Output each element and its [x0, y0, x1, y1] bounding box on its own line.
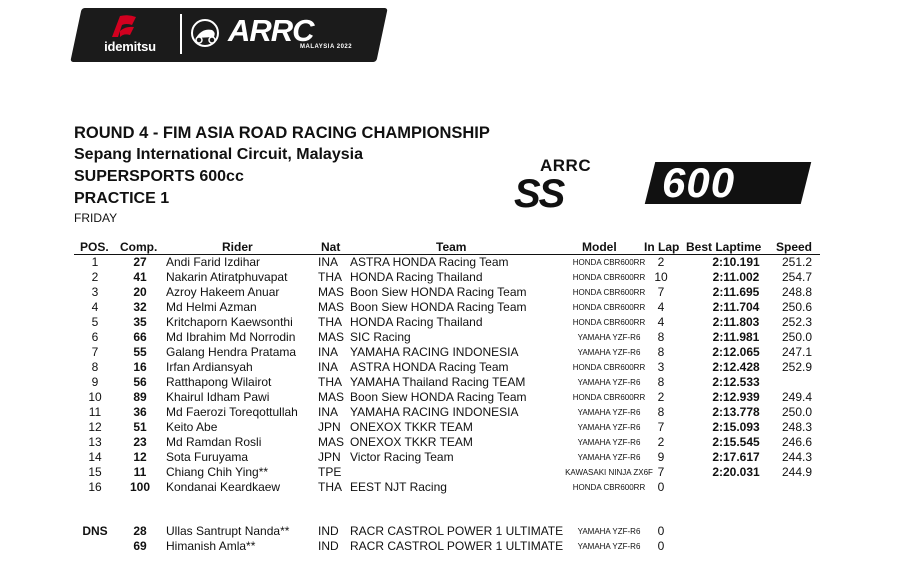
- cell-speed: 247.1: [781, 345, 812, 359]
- cell-speed: 251.2: [781, 255, 812, 269]
- cell-nat: IND: [318, 524, 339, 538]
- cell-inlap: 3: [657, 360, 665, 374]
- cell-nat: INA: [318, 345, 339, 359]
- cell-team: Boon Siew HONDA Racing Team: [350, 285, 527, 299]
- cell-inlap: 9: [657, 450, 665, 464]
- cell-pos: 6: [91, 330, 99, 344]
- cell-comp: 16: [133, 360, 147, 374]
- col-rider: Rider: [222, 240, 253, 254]
- cell-comp: 35: [133, 315, 147, 329]
- idemitsu-flame-icon: [106, 13, 140, 39]
- cell-best: 2:11.803: [712, 315, 760, 329]
- cell-nat: MAS: [318, 300, 345, 314]
- ss600-number-text: 600: [662, 159, 736, 206]
- table-row: [74, 360, 820, 375]
- cell-inlap: 2: [657, 390, 665, 404]
- cell-model: HONDA CBR600RR: [572, 258, 646, 267]
- cell-nat: IND: [318, 539, 339, 553]
- cell-pos: 4: [91, 300, 99, 314]
- cell-rider: Kritchaporn Kaewsonthi: [166, 315, 293, 329]
- cell-team: ONEXOX TKKR TEAM: [350, 420, 473, 434]
- cell-model: YAMAHA YZF-R6: [577, 348, 641, 357]
- cell-nat: INA: [318, 255, 339, 269]
- dns-row: [74, 539, 820, 554]
- cell-nat: THA: [318, 315, 342, 329]
- cell-rider: Md Faerozi Toreqottullah: [166, 405, 298, 419]
- cell-speed: 246.6: [781, 435, 812, 449]
- cell-team: ASTRA HONDA Racing Team: [350, 360, 509, 374]
- col-team: Team: [436, 240, 467, 254]
- cell-inlap: 7: [657, 465, 665, 479]
- cell-rider: Irfan Ardiansyah: [166, 360, 253, 374]
- cell-best: 2:11.704: [712, 300, 760, 314]
- cell-best: 2:13.778: [712, 405, 760, 419]
- cell-comp: 12: [133, 450, 147, 464]
- dns-row: [74, 524, 820, 539]
- table-row: [74, 375, 820, 390]
- cell-best: 2:17.617: [712, 450, 760, 464]
- cell-inlap: 4: [657, 300, 665, 314]
- cell-inlap: 8: [657, 330, 665, 344]
- cell-comp: 66: [133, 330, 147, 344]
- cell-rider: Ratthapong Wilairot: [166, 375, 272, 389]
- cell-inlap: 7: [657, 285, 665, 299]
- table-row: [74, 420, 820, 435]
- cell-model: YAMAHA YZF-R6: [577, 423, 641, 432]
- cell-team: HONDA Racing Thailand: [350, 270, 483, 284]
- cell-inlap: 7: [657, 420, 665, 434]
- cell-nat: THA: [318, 270, 342, 284]
- cell-nat: MAS: [318, 285, 345, 299]
- cell-model: HONDA CBR600RR: [572, 393, 646, 402]
- cell-speed: 252.9: [781, 360, 812, 374]
- cell-inlap: 10: [654, 270, 668, 284]
- cell-model: HONDA CBR600RR: [572, 318, 646, 327]
- cell-comp: 27: [133, 255, 147, 269]
- col-comp: Comp.: [120, 240, 158, 254]
- cell-team: Victor Racing Team: [350, 450, 454, 464]
- ss600-ss-text: SS: [514, 172, 564, 216]
- cell-model: YAMAHA YZF-R6: [577, 527, 641, 536]
- cell-inlap: 8: [657, 405, 665, 419]
- cell-comp: 28: [133, 524, 147, 538]
- col-speed: Speed: [776, 240, 813, 254]
- ss600-arrc-text: ARRC: [540, 156, 592, 175]
- cell-pos: 15: [88, 465, 102, 479]
- cell-nat: MAS: [318, 390, 345, 404]
- table-row: [74, 390, 820, 405]
- cell-speed: 250.0: [781, 330, 812, 344]
- cell-speed: 244.3: [781, 450, 812, 464]
- cell-comp: 20: [133, 285, 147, 299]
- cell-best: 2:12.533: [712, 375, 760, 389]
- cell-speed: 249.4: [781, 390, 812, 404]
- table-header: [74, 240, 820, 255]
- table-row: [74, 270, 820, 285]
- table-row: [74, 450, 820, 465]
- cell-nat: THA: [318, 480, 342, 494]
- cell-best: 2:11.002: [712, 270, 760, 284]
- cell-comp: 51: [133, 420, 147, 434]
- cell-best: 2:12.065: [712, 345, 760, 359]
- cell-nat: MAS: [318, 435, 345, 449]
- cell-speed: 248.3: [781, 420, 812, 434]
- cell-model: YAMAHA YZF-R6: [577, 378, 641, 387]
- table-row: [74, 465, 820, 480]
- cell-model: HONDA CBR600RR: [572, 303, 646, 312]
- cell-comp: 11: [133, 465, 147, 479]
- cell-nat: INA: [318, 405, 339, 419]
- table-row: [74, 300, 820, 315]
- cell-model: YAMAHA YZF-R6: [577, 408, 641, 417]
- document-heading: [74, 122, 490, 226]
- arrc-text: ARRC: [228, 13, 314, 48]
- cell-speed: 248.8: [781, 285, 812, 299]
- cell-rider: Ullas Santrupt Nanda**: [166, 524, 290, 538]
- cell-nat: INA: [318, 360, 339, 374]
- col-pos: POS.: [80, 240, 109, 254]
- cell-rider: Azroy Hakeem Anuar: [166, 285, 280, 299]
- col-nat: Nat: [321, 240, 341, 254]
- cell-best: 2:12.428: [712, 360, 760, 374]
- motorcycle-rider-icon: [188, 18, 222, 48]
- cell-pos: 13: [88, 435, 102, 449]
- cell-team: YAMAHA RACING INDONESIA: [350, 405, 519, 419]
- cell-rider: Md Helmi Azman: [166, 300, 257, 314]
- cell-rider: Himanish Amla**: [166, 539, 256, 553]
- cell-nat: JPN: [318, 420, 341, 434]
- cell-pos: 16: [88, 480, 102, 494]
- col-best: Best Laptime: [686, 240, 762, 254]
- cell-speed: 250.6: [781, 300, 812, 314]
- cell-inlap: 2: [657, 255, 665, 269]
- cell-model: YAMAHA YZF-R6: [577, 333, 641, 342]
- cell-pos: 1: [91, 255, 99, 269]
- dns-section: [74, 524, 820, 554]
- cell-best: 2:15.545: [712, 435, 760, 449]
- table-row: [74, 315, 820, 330]
- cell-pos: 12: [88, 420, 102, 434]
- cell-best: 2:10.191: [712, 255, 760, 269]
- session-day: FRIDAY: [74, 211, 118, 225]
- cell-comp: 89: [133, 390, 147, 404]
- idemitsu-logo: [86, 10, 178, 58]
- cell-team: SIC Racing: [350, 330, 411, 344]
- results-table: [74, 240, 820, 495]
- cell-model: HONDA CBR600RR: [572, 288, 646, 297]
- cell-pos: 8: [91, 360, 99, 374]
- cell-rider: Khairul Idham Pawi: [166, 390, 270, 404]
- cell-model: YAMAHA YZF-R6: [577, 453, 641, 462]
- cell-speed: 250.0: [781, 405, 812, 419]
- cell-inlap: 8: [657, 375, 665, 389]
- arrc-subtitle: MALAYSIA 2022: [300, 44, 353, 50]
- logo-divider: [180, 14, 182, 54]
- session-name: PRACTICE 1: [74, 190, 170, 207]
- cell-nat: MAS: [318, 330, 345, 344]
- cell-pos: 9: [91, 375, 99, 389]
- dns-label: DNS: [82, 524, 108, 538]
- cell-inlap: 8: [657, 345, 665, 359]
- cell-best: 2:20.031: [712, 465, 760, 479]
- cell-pos: 3: [91, 285, 99, 299]
- cell-rider: Kondanai Keardkaew: [166, 480, 281, 494]
- cell-speed: 244.9: [781, 465, 812, 479]
- cell-team: ASTRA HONDA Racing Team: [350, 255, 509, 269]
- cell-best: 2:11.695: [712, 285, 760, 299]
- cell-rider: Md Ibrahim Md Norrodin: [166, 330, 296, 344]
- cell-team: ONEXOX TKKR TEAM: [350, 435, 473, 449]
- cell-rider: Andi Farid Izdihar: [166, 255, 261, 269]
- cell-inlap: 2: [657, 435, 665, 449]
- cell-best: 2:12.939: [712, 390, 760, 404]
- cell-comp: 56: [133, 375, 147, 389]
- table-row: [74, 345, 820, 360]
- cell-comp: 23: [133, 435, 147, 449]
- cell-comp: 36: [133, 405, 147, 419]
- cell-rider: Chiang Chih Ying**: [166, 465, 269, 479]
- cell-team: Boon Siew HONDA Racing Team: [350, 390, 527, 404]
- cell-nat: JPN: [318, 450, 341, 464]
- cell-team: RACR CASTROL POWER 1 ULTIMATE: [350, 539, 564, 553]
- table-row: [74, 480, 820, 495]
- cell-inlap: 0: [657, 524, 665, 538]
- cell-rider: Nakarin Atiratphuvapat: [166, 270, 288, 284]
- cell-speed: 252.3: [781, 315, 812, 329]
- table-row: [74, 255, 820, 270]
- cell-best: 2:11.981: [712, 330, 760, 344]
- cell-model: YAMAHA YZF-R6: [577, 542, 641, 551]
- cell-team: Boon Siew HONDA Racing Team: [350, 300, 527, 314]
- championship-title: ROUND 4 - FIM ASIA ROAD RACING CHAMPIONSHIP: [74, 124, 490, 142]
- col-inlap: In Lap: [644, 240, 680, 254]
- cell-inlap: 0: [657, 539, 665, 553]
- cell-nat: TPE: [318, 465, 342, 479]
- cell-pos: 14: [88, 450, 102, 464]
- cell-team: YAMAHA RACING INDONESIA: [350, 345, 519, 359]
- cell-speed: 254.7: [781, 270, 812, 284]
- table-row: [74, 405, 820, 420]
- cell-pos: 11: [88, 405, 102, 419]
- idemitsu-text: idemitsu: [104, 39, 156, 54]
- cell-rider: Md Ramdan Rosli: [166, 435, 262, 449]
- cell-model: HONDA CBR600RR: [572, 273, 646, 282]
- cell-best: 2:15.093: [712, 420, 760, 434]
- cell-pos: 7: [91, 345, 99, 359]
- table-row: [74, 285, 820, 300]
- cell-model: HONDA CBR600RR: [572, 483, 646, 492]
- cell-model: YAMAHA YZF-R6: [577, 438, 641, 447]
- cell-model: KAWASAKI NINJA ZX6F: [565, 468, 653, 477]
- table-row: [74, 330, 820, 345]
- arrc-logo: [188, 12, 368, 56]
- cell-rider: Galang Hendra Pratama: [166, 345, 297, 359]
- cell-inlap: 0: [657, 480, 665, 494]
- cell-comp: 100: [129, 480, 151, 494]
- cell-comp: 55: [133, 345, 147, 359]
- cell-comp: 32: [133, 300, 147, 314]
- cell-inlap: 4: [657, 315, 665, 329]
- cell-team: EEST NJT Racing: [350, 480, 447, 494]
- cell-team: YAMAHA Thailand Racing TEAM: [350, 375, 526, 389]
- circuit-name: Sepang International Circuit, Malaysia: [74, 146, 363, 163]
- table-row: [74, 435, 820, 450]
- cell-nat: THA: [318, 375, 342, 389]
- cell-model: HONDA CBR600RR: [572, 363, 646, 372]
- cell-comp: 41: [133, 270, 147, 284]
- col-model: Model: [582, 240, 617, 254]
- cell-comp: 69: [133, 539, 147, 553]
- cell-pos: 2: [91, 270, 99, 284]
- class-name: SUPERSPORTS 600cc: [74, 168, 244, 185]
- cell-rider: Keito Abe: [166, 420, 218, 434]
- cell-pos: 5: [91, 315, 99, 329]
- cell-rider: Sota Furuyama: [166, 450, 249, 464]
- cell-team: HONDA Racing Thailand: [350, 315, 483, 329]
- table-body: [74, 255, 820, 495]
- ss600-logo: [514, 156, 814, 216]
- cell-pos: 10: [88, 390, 102, 404]
- cell-team: RACR CASTROL POWER 1 ULTIMATE: [350, 524, 564, 538]
